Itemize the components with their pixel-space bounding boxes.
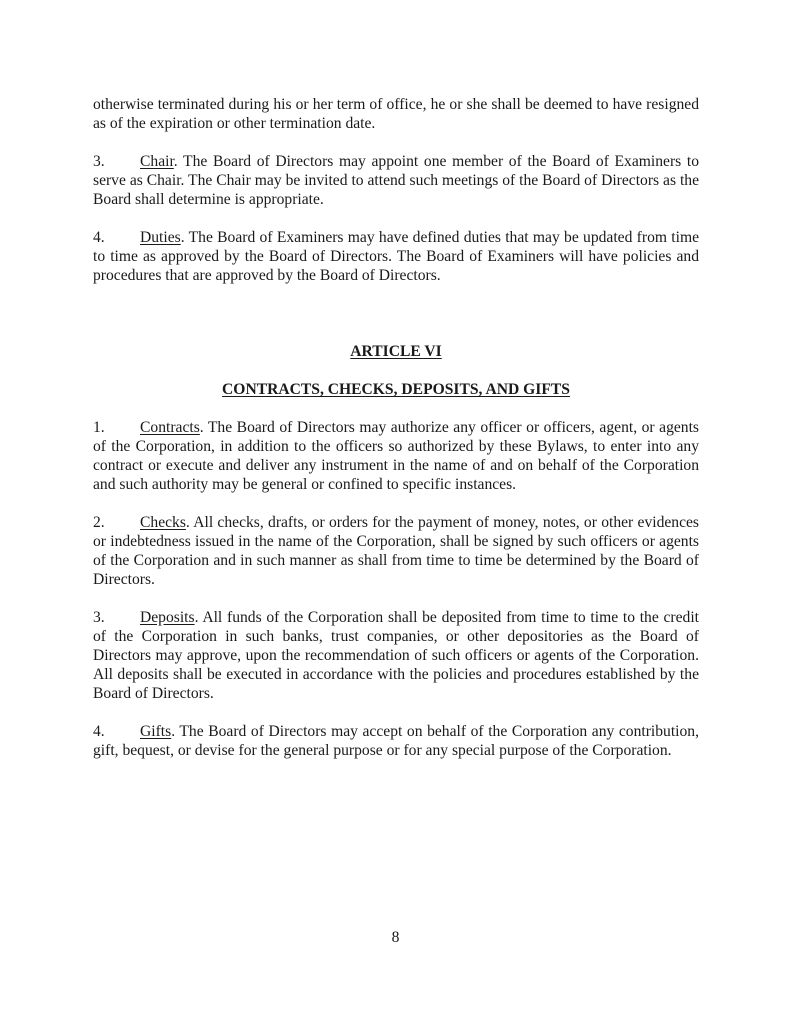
page-number: 8 [391,929,400,946]
section-heading: Contracts [140,419,200,436]
section-number: 4. [93,229,105,246]
section-text: . The Board of Directors may authorize any officer or officers, agent, or agents of the Corporation, in addition to the officers so authorized by these Bylaws, to enter into any contract or execute and deliver any instrument in the name of and on behalf of the Corporation and such authority may be general or confined to specific instances. [93,419,699,493]
article-title-heading: CONTRACTS, CHECKS, DEPOSITS, AND GIFTS [222,381,570,398]
section-number: 3. [93,609,105,626]
section-number: 3. [93,153,105,170]
section-gifts [93,722,699,760]
section-number: 4. [93,723,105,740]
section-heading: Duties [140,229,181,246]
section-duties [93,228,699,285]
section-text: . The Board of Directors may appoint one member of the Board of Examiners to serve as Chair. The Chair may be invited to attend such meetings of the Board of Directors as the Board shall determine is appropriate. [93,153,699,208]
section-deposits [93,608,699,703]
article-number-heading: ARTICLE VI [350,343,442,360]
section-heading: Gifts [140,723,172,740]
section-chair [93,152,699,209]
document-page [93,95,699,760]
section-heading: Chair [140,153,174,170]
section-checks [93,513,699,589]
section-text: . The Board of Examiners may have defined duties that may be updated from time to time as approved by the Board of Directors. The Board of Examiners will have policies and procedures that are approved by the Board of Directors. [93,229,699,284]
section-number: 2. [93,514,105,531]
section-text: . All checks, drafts, or orders for the payment of money, notes, or other evidences or indebtedness issued in the name of the Corporation, shall be signed by such officers or agents of the Corporation and in such manner as shall from time to time be determined by the Board of Directors. [93,514,699,588]
section-heading: Checks [140,514,186,531]
section-text: . The Board of Directors may accept on behalf of the Corporation any contribution, gift, bequest, or devise for the general purpose or for any special purpose of the Corporation. [93,723,699,759]
section-text: . All funds of the Corporation shall be deposited from time to time to the credit of the Corporation in such banks, trust companies, or other depositories as the Board of Directors may approve, upon the recommendation of such officers or agents of the Corporation. All deposits shall be executed in accordance with the policies and procedures established by the Board of Directors. [93,609,699,702]
section-number: 1. [93,419,105,436]
continuation-paragraph: otherwise terminated during his or her term of office, he or she shall be deemed to have resigned as of the expiration or other termination date. [93,96,699,132]
section-contracts [93,418,699,494]
section-heading: Deposits [140,609,195,626]
